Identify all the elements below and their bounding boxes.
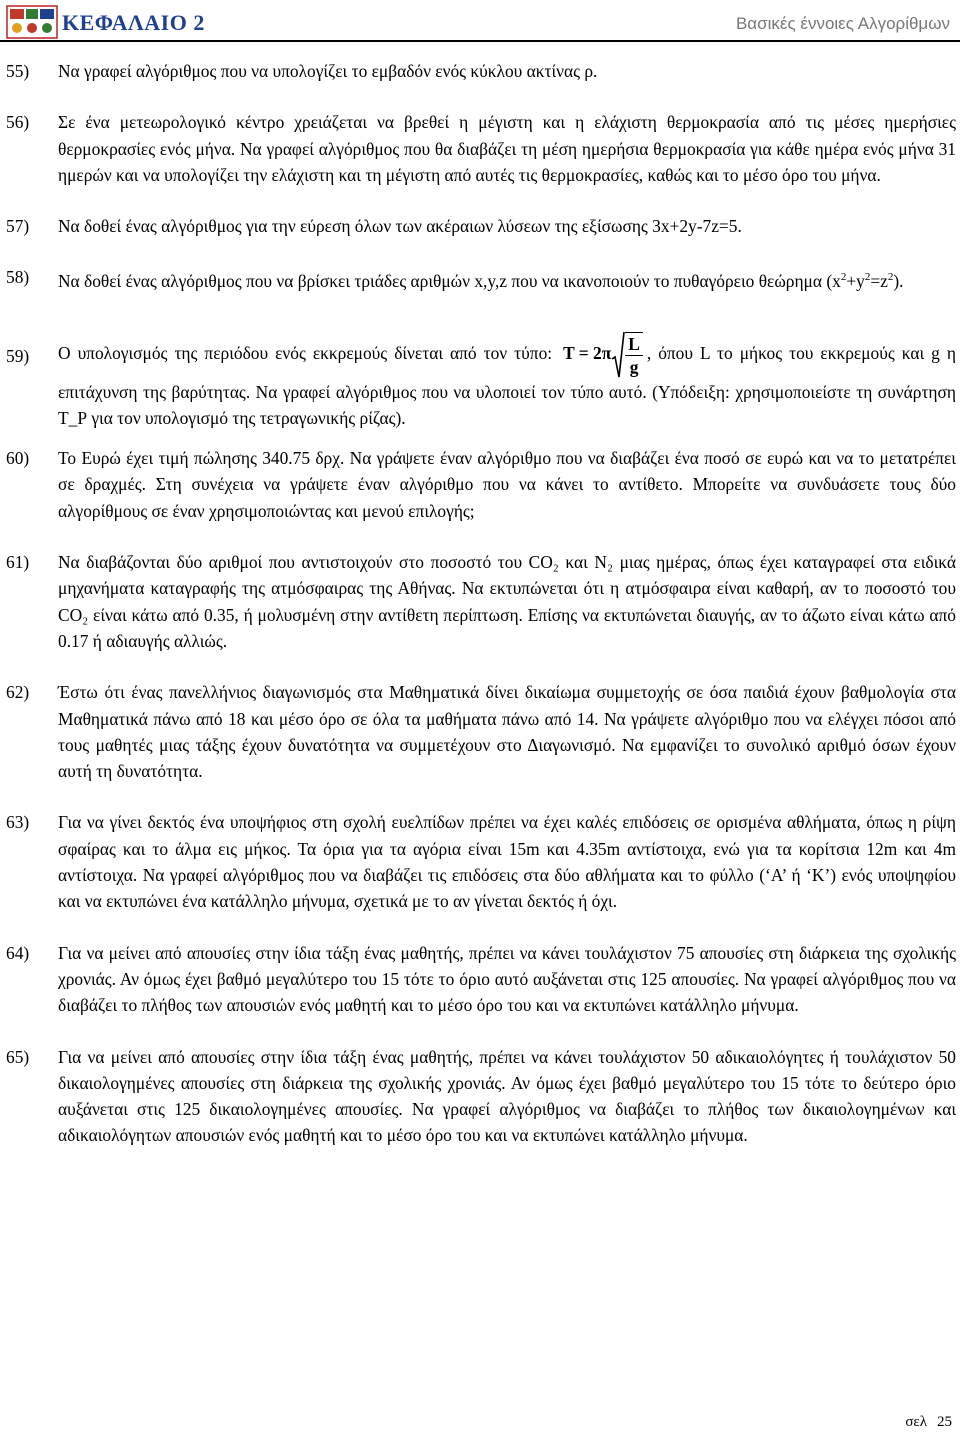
exercise-55	[0, 58, 960, 84]
exercise-64	[0, 940, 960, 1019]
exercise-text: Να διαβάζονται δύο αριθμοί που αντιστοιχούν στο ποσοστό του CO₂ και N₂ μιας ημέρας, όπως έχει καταγραφεί στα ειδικά μηχανήματα καταγραφής της ατμόσφαιρας της Αθήνας. Να εκτυπώνεται ότι η ατμόσφαιρα είναι καθαρή, αν το ποσοστό του CO₂ είναι κάτω από 0.35, ή μολυσμένη στην αντίθετη περίπτωση. Επίσης να εκτυπώνεται διαυγής, αν το άζωτο είναι κάτω από 0.17 ή αδιαυγής αλλιώς.	[58, 552, 956, 651]
exercise-text: Να γραφεί αλγόριθμος που να υπολογίζει το εμβαδόν ενός κύκλου ακτίνας ρ.	[58, 61, 598, 81]
exercise-number: 60)	[6, 448, 30, 469]
page-header	[0, 0, 960, 44]
exercise-text: Το Ευρώ έχει τιμή πώλησης 340.75 δρχ. Να γράψετε έναν αλγόριθμο που να διαβάζει ένα ποσό σε ευρώ και να το μετατρέπει σε δραχμές. Στη συνέχεια να γράψετε έναν αλγόριθμο που να κάνει το αντίθετο. Μπορείτε να συνδυάσετε τους δύο αλγορίθμους σε έναν χρησιμοποιώντας και μενού επιλογής;	[58, 448, 956, 521]
page-number: 25	[937, 1414, 952, 1430]
exercise-62	[0, 679, 960, 784]
exercise-number: 61)	[6, 552, 30, 573]
exercise-text: Για να μείνει από απουσίες στην ίδια τάξη ένας μαθητής, πρέπει να κάνει τουλάχιστον 50 αδικαιολόγητες ή τουλάχιστον 50 δικαιολογημένες απουσίες στη διάρκεια της σχολικής χρονιάς. Αν όμως έχει βαθμό μεγαλύτερο του 15 τότε το δεύτερο όριο αυξάνεται στις 125 δικαιολογημένες απουσίες. Να γραφεί αλγόριθμος να διαβάζει το πλήθος των δικαιολογημένων και αδικαιολόγητων απουσιών ενός μαθητή και το μέσο όρο του και να εκτυπώνει κατάλληλο μήνυμα.	[58, 1046, 956, 1146]
school-logo-icon	[6, 4, 58, 40]
exercise-number: 58)	[6, 267, 30, 288]
page-label: σελ	[905, 1414, 927, 1430]
exercise-text: Σε ένα μετεωρολογικό κέντρο χρειάζεται να βρεθεί η μέγιστη και η ελάχιστη θερμοκρασία από τις μέσες ημερήσιες θερμοκρασίες ενός μήνα. Να γραφεί αλγόριθμος που θα διαβάζει τη μέση ημερήσια θερμοκρασία για κάθε ημέρα ενός μήνα 31 ημερών και να υπολογίζει την ελάχιστη και τη μέγιστη από αυτές τις θερμοκρασίες, καθώς και το μέσο όρο του μήνα.	[58, 112, 956, 185]
exercise-56	[0, 109, 960, 188]
exercise-text: Να δοθεί ένας αλγόριθμος που να βρίσκει τριάδες αριθμών x,y,z που να ικανοποιούν το πυθαγόρειο θεώρημα $(x^2+y^2=z^2)$.	[58, 271, 904, 292]
exercise-59	[0, 325, 960, 432]
exercise-number: 55)	[6, 61, 30, 81]
chapter-title: ΚΕΦΑΛΑΙΟ 2	[62, 10, 205, 35]
exercise-number: 56)	[6, 112, 30, 133]
exercise-58	[0, 264, 960, 294]
header-divider	[0, 40, 960, 42]
exercise-number: 57)	[6, 216, 30, 237]
exercise-text: Να δοθεί ένας αλγόριθμος για την εύρεση όλων των ακέραιων λύσεων της εξίσωσης 3x+2y-7z=5.	[58, 216, 742, 237]
exercise-text: Έστω ότι ένας πανελλήνιος διαγωνισμός στα Μαθηματικά δίνει δικαίωμα συμμετοχής σε όσα παιδιά έχουν βαθμολογία στα Μαθηματικά πάνω από 18 και μέσο όρο σε όλα τα μαθήματα πάνω από 14. Να γράψετε αλγόριθμο που να ελέγχει πόσοι από τους μαθητές μιας τάξης έχουν δυνατότητα να συμμετέχουν στο Διαγωνισμό. Να εμφανίζει το συνολικό αριθμό όσων έχουν αυτή τη δυνατότητα.	[58, 682, 956, 782]
exercise-61	[0, 549, 960, 654]
page-footer	[895, 1414, 952, 1431]
exercise-number: 59)	[6, 345, 30, 366]
exercise-number: 62)	[6, 682, 30, 703]
exercise-number: 63)	[6, 812, 30, 833]
section-title: Βασικές έννοιες Αλγορίθμων	[735, 14, 950, 33]
exercise-number: 65)	[6, 1046, 30, 1067]
exercise-number: 64)	[6, 942, 30, 963]
exercise-list	[0, 58, 960, 1149]
exercise-63	[0, 809, 960, 914]
pendulum-formula: T = 2π $\frac{L}{g}$	[563, 331, 643, 379]
exercise-60	[0, 445, 960, 524]
sqrt-symbol	[611, 331, 625, 379]
exercise-57	[0, 213, 960, 239]
exercise-text: Για να γίνει δεκτός ένα υποψήφιος στη σχολή ευελπίδων πρέπει να έχει καλές επιδόσεις σε ορισμένα αθλήματα, όπως η ρίψη σφαίρας και το άλμα εις μήκος. Τα όρια για τα αγόρια είναι 15m και 4.35m αντίστοιχα, ενώ για τα κορίτσια 12m και 4m αντίστοιχα. Να γραφεί αλγόριθμος που να διαβάζει τις επιδόσεις στα δύο αθλήματα και το φύλλο (‘Α’ ή ‘Κ’) ενός υποψηφίου και να εκτυπώνει ένα κατάλληλο μήνυμα, σχετικά με το αν γίνεται δεκτός ή όχι.	[58, 812, 956, 912]
exercise-text: Ο υπολογισμός της περιόδου ενός εκκρεμούς δίνεται από τον τύπο: T = 2π $\frac{L}{g}$ , όπου L το μήκος του εκκρεμούς και g η επιτάχυνση της βαρύτητας. Να γραφεί αλγόριθμος που να υλοποιεί τον τύπο αυτό. (Υπόδειξη: χρησιμοποιείστε τη συνάρτηση Τ_Ρ για τον υπολογισμό της τετραγωνικής ρίζας).	[58, 331, 956, 432]
exercise-text: Για να μείνει από απουσίες στην ίδια τάξη ένας μαθητής, πρέπει να κάνει τουλάχιστον 75 απουσίες στη διάρκεια της σχολικής χρονιάς. Αν όμως έχει βαθμό μεγαλύτερο του 15 τότε το όριο αυτό αυξάνεται στις 125 απουσίες. Να γραφεί αλγόριθμος που να διαβάζει το πλήθος των απουσιών ενός μαθητή και το μέσο όρο του και να εκτυπώνει κατάλληλο μήνυμα.	[58, 942, 956, 1016]
exercise-65	[0, 1044, 960, 1149]
